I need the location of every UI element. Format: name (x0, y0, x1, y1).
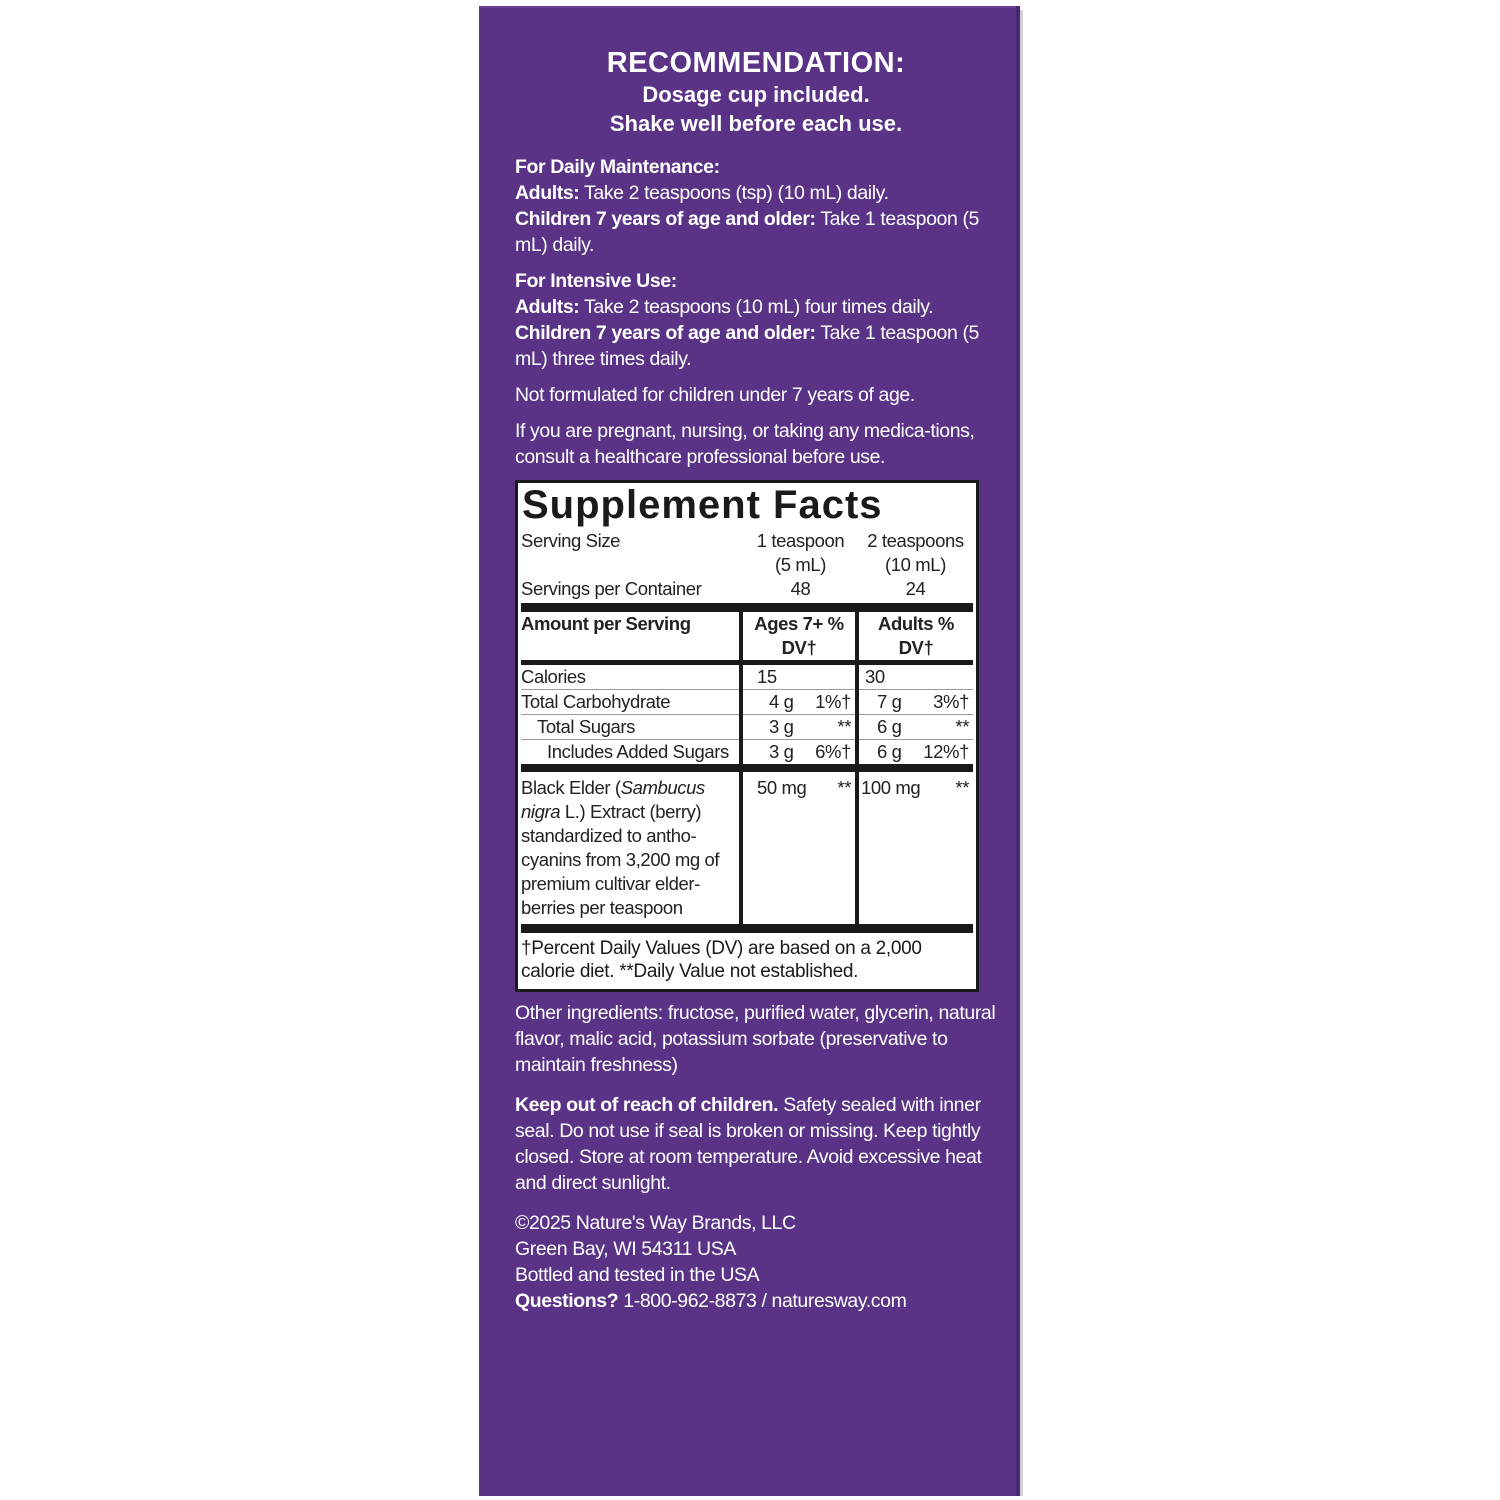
daily-heading: For Daily Maintenance: (515, 156, 720, 178)
servings-per-container-label: Servings per Container (521, 578, 702, 599)
adult-value (859, 772, 973, 924)
child-value (743, 715, 855, 740)
table-row (521, 690, 973, 715)
adult-value (859, 715, 973, 740)
storage-warning (515, 1092, 997, 1196)
child-dv: ** (837, 716, 851, 737)
adult-dv: 3%† (933, 691, 969, 712)
adult-amount: 6 g (877, 741, 902, 762)
daily-children (515, 206, 997, 258)
serving-size-label: Serving Size (521, 530, 621, 551)
table-row (521, 665, 973, 690)
questions-label: Questions? (515, 1290, 619, 1312)
recommendation-line-1: Dosage cup included. (642, 82, 870, 107)
adult-dv: 12%† (923, 741, 969, 762)
child-value (743, 740, 855, 772)
child-amount: 3 g (769, 741, 794, 762)
product-side-panel (479, 6, 1020, 1496)
daily-children-label: Children 7 years of age and older: (515, 208, 816, 230)
supplement-facts-panel (515, 480, 979, 992)
child-dv: 1%† (815, 691, 851, 712)
intensive-heading: For Intensive Use: (515, 270, 677, 292)
serving-size-child-tsp: 1 teaspoon (756, 530, 845, 551)
daily-children-text: Take 1 teaspoon (5 mL) daily. (515, 208, 979, 256)
serving-info (521, 529, 973, 601)
elder-latin-name: Sambucus nigra (521, 777, 705, 822)
child-value (743, 665, 855, 690)
intensive-children-label: Children 7 years of age and older: (515, 322, 816, 344)
serving-size-adult-tsp: 2 teaspoons (867, 530, 964, 551)
supplement-facts-title: Supplement Facts (522, 483, 883, 527)
recommendation-line-2: Shake well before each use. (609, 111, 903, 136)
adult-dv: ** (955, 716, 969, 737)
daily-adults-label: Adults: (515, 182, 580, 204)
adult-amount: 6 g (877, 716, 902, 737)
header-adult: Adults % DV† (859, 612, 973, 665)
child-amount: 4 g (769, 691, 794, 712)
adult-value (859, 665, 973, 690)
header-child: Ages 7+ % DV† (743, 612, 855, 665)
label-content (515, 46, 997, 1314)
serving-size-child (743, 529, 858, 577)
intensive-use (515, 268, 997, 372)
panel-edge-shadow (1020, 10, 1023, 1496)
child-dv: 6%† (815, 741, 851, 762)
company-info (515, 1210, 997, 1314)
adult-amount: 100 mg (861, 777, 921, 798)
child-amount: 50 mg (757, 777, 807, 798)
servings-child: 48 (790, 578, 811, 599)
table-header-row (521, 612, 973, 665)
daily-adults (515, 180, 997, 206)
child-amount: 3 g (769, 716, 794, 737)
intensive-children-text: Take 1 teaspoon (5 mL) three times daily. (515, 322, 979, 370)
questions-contact: 1-800-962-8873 / naturesway.com (618, 1290, 907, 1312)
table-row (521, 740, 973, 772)
pregnancy-note: If you are pregnant, nursing, or taking any medica-tions, consult a healthcare professional before use. (515, 420, 975, 468)
elder-name-end: L.) Extract (berry) standardized to antho-cyanins from 3,200 mg of premium cultivar elder-berries per teaspoon (521, 801, 720, 918)
nutrient-name: Calories (521, 665, 739, 690)
dv-footnote: †Percent Daily Values (DV) are based on a 2,000 calorie diet. **Daily Value not established. (521, 938, 922, 982)
not-formulated-note: Not formulated for children under 7 years of age. (515, 384, 915, 406)
adult-dv: ** (955, 777, 969, 798)
table-row (521, 715, 973, 740)
address: Green Bay, WI 54311 USA (515, 1238, 736, 1260)
nutrient-name: Total Sugars (521, 715, 739, 740)
child-value (743, 772, 855, 924)
intensive-adults-label: Adults: (515, 296, 580, 318)
child-dv: ** (837, 777, 851, 798)
adult-amount: 7 g (877, 691, 902, 712)
intensive-adults (515, 294, 997, 320)
daily-adults-text: Take 2 teaspoons (tsp) (10 mL) daily. (579, 182, 889, 204)
nutrient-name: Includes Added Sugars (521, 740, 739, 772)
other-ingredients: Other ingredients: fructose, purified water, glycerin, natural flavor, malic acid, potassium sorbate (preservative to maintain freshness) (515, 1002, 996, 1076)
serving-size-adult (858, 529, 973, 577)
warning-bold: Keep out of reach of children. (515, 1094, 779, 1116)
warning-text: Safety sealed with inner seal. Do not use if seal is broken or missing. Keep tightly closed. Store at room temperature. Avoid excessive heat and direct sunlight. (515, 1094, 982, 1194)
recommendation-title: RECOMMENDATION: (606, 47, 906, 79)
elderberry-name (521, 772, 739, 924)
footnote-divider (521, 924, 973, 933)
servings-adult: 24 (905, 578, 926, 599)
nutrient-name: Total Carbohydrate (521, 690, 739, 715)
adult-value (859, 690, 973, 715)
header-amount: Amount per Serving (521, 612, 739, 665)
bottled-note: Bottled and tested in the USA (515, 1264, 760, 1286)
adult-amount: 30 (865, 666, 885, 687)
child-value (743, 690, 855, 715)
elderberry-row (521, 772, 973, 924)
child-amount: 15 (757, 666, 777, 687)
serving-size-child-ml: (5 mL) (774, 554, 827, 575)
daily-maintenance (515, 154, 997, 258)
thick-divider (521, 603, 973, 612)
recommendation-block (515, 46, 997, 138)
questions (515, 1288, 997, 1314)
adult-value (859, 740, 973, 772)
intensive-adults-text: Take 2 teaspoons (10 mL) four times daily. (579, 296, 934, 318)
intensive-children (515, 320, 997, 372)
copyright: ©2025 Nature's Way Brands, LLC (515, 1212, 796, 1234)
serving-size-adult-ml: (10 mL) (885, 554, 946, 575)
elder-name-start: Black Elder ( (521, 777, 621, 798)
